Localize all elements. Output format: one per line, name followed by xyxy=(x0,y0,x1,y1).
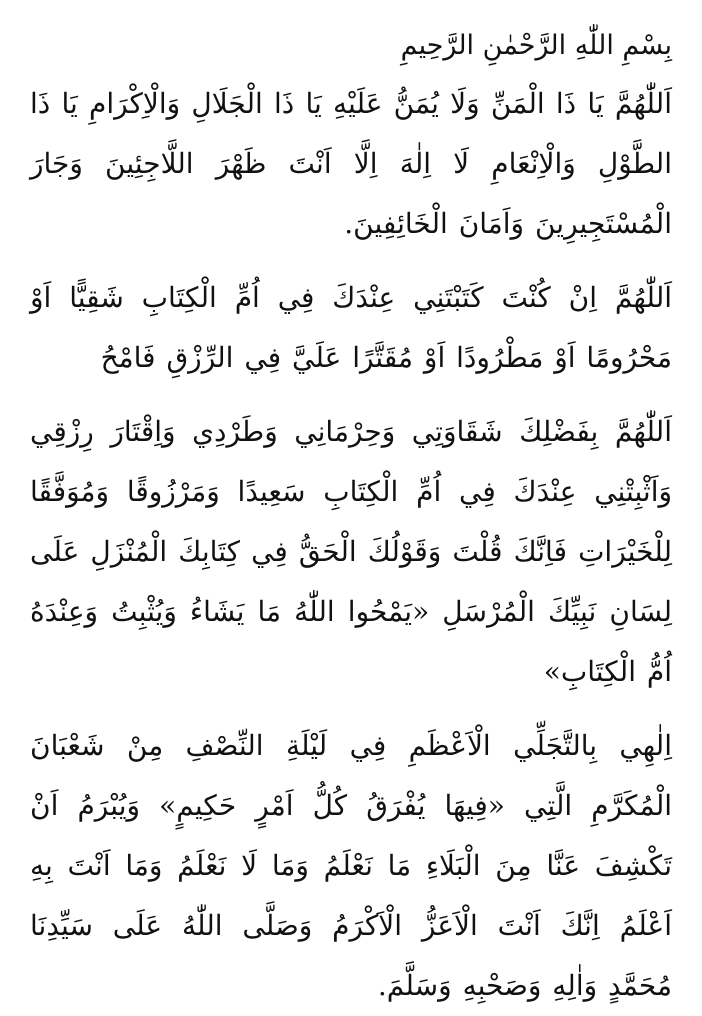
paragraph-1: اَللّٰهُمَّ يَا ذَا الْمَنِّ وَلَا يُمَنُّ عَلَيْهِ يَا ذَا الْجَلَالِ وَالْاِكْرَامِ يَا ذَا الطَّوْلِ وَالْاِنْعَامِ لَا اِلٰهَ اِلَّا اَنْتَ ظَهْرَ اللَّاجِئِينَ وَجَارَ الْمُسْتَجِيرِينَ وَاَمَانَ الْخَائِفِينَ. xyxy=(30,87,672,240)
paragraph-2: اَللّٰهُمَّ اِنْ كُنْتَ كَتَبْتَنِي عِنْدَكَ فِي اُمِّ الْكِتَابِ شَقِيًّا اَوْ مَحْرُومًا اَوْ مَطْرُودًا اَوْ مُقَتَّرًا عَلَيَّ فِي الرِّزْقِ فَامْحُ xyxy=(30,281,672,374)
paragraph-3: اَللّٰهُمَّ بِفَضْلِكَ شَقَاوَتِي وَحِرْمَانِي وَطَرْدِي وَاِقْتَارَ رِزْقِي وَاَثْبِتْنِي عِنْدَكَ فِي اُمِّ الْكِتَابِ سَعِيدًا وَمَرْزُوقًا وَمُوَفَّقًا لِلْخَيْرَاتِ فَاِنَّكَ قُلْتَ وَقَوْلُكَ الْحَقُّ فِي كِتَابِكَ الْمُنْزَلِ عَلَى لِسَانِ نَبِيِّكَ الْمُرْسَلِ «يَمْحُوا اللّٰهُ مَا يَشَاءُ وَيُثْبِتُ وَعِنْدَهُ اُمُّ الْكِتَابِ» xyxy=(30,415,672,688)
paragraph-4: اِلٰهِي بِالتَّجَلِّي الْاَعْظَمِ فِي لَيْلَةِ النِّصْفِ مِنْ شَعْبَانَ الْمُكَرَّمِ الَّتِي «فِيهَا يُفْرَقُ كُلُّ اَمْرٍ حَكِيمٍ» وَيُبْرَمُ اَنْ تَكْشِفَ عَنَّا مِنَ الْبَلَاءِ مَا نَعْلَمُ وَمَا لَا نَعْلَمُ وَمَا اَنْتَ بِهِ اَعْلَمُ اِنَّكَ اَنْتَ الْاَعَزُّ الْاَكْرَمُ وَصَلَّى اللّٰهُ عَلَى سَيِّدِنَا مُحَمَّدٍ وَاٰلِهِ وَصَحْبِهِ وَسَلَّمَ. xyxy=(30,729,672,1002)
basmala-heading: بِسْمِ اللّٰهِ الرَّحْمٰنِ الرَّحِيمِ xyxy=(400,30,672,61)
